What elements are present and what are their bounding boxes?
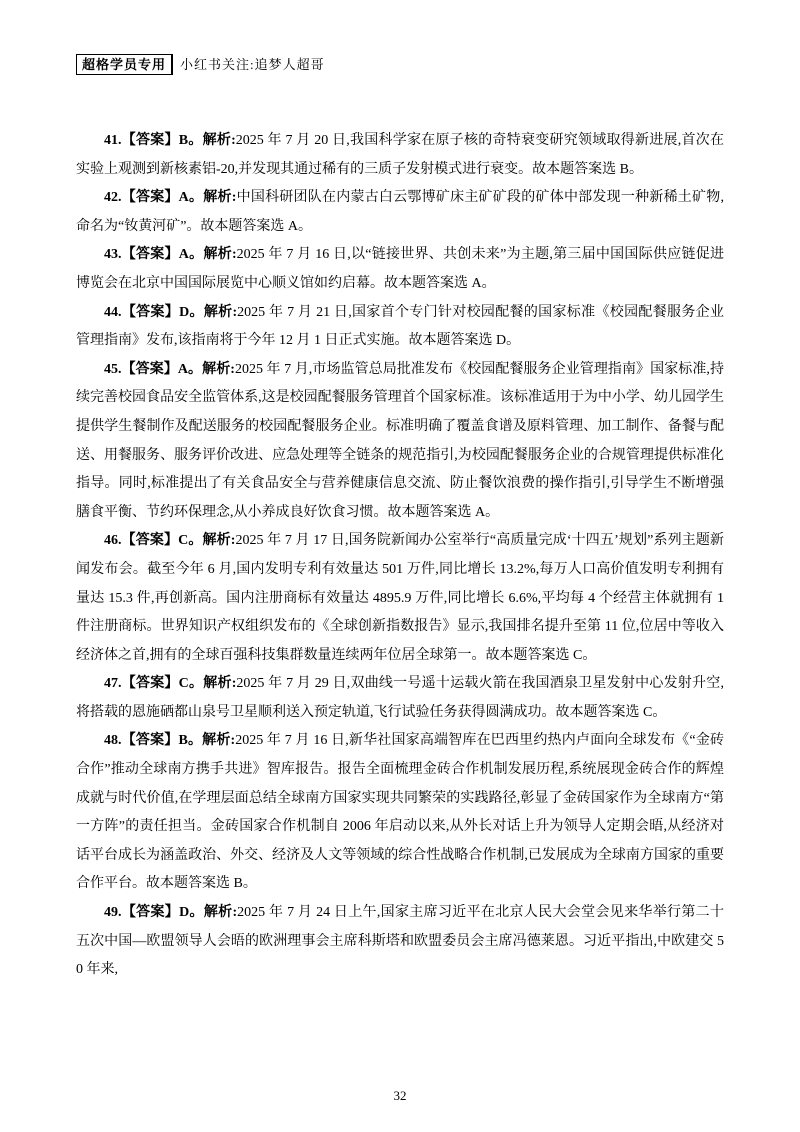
answer-item bbox=[76, 299, 724, 356]
document-header bbox=[76, 54, 325, 75]
header-subtitle: 小红书关注:追梦人超哥 bbox=[180, 57, 325, 72]
answer-text: 2025 年 7 月 21 日,国家首个专门针对校园配餐的国家标准《校园配餐服务企业管理指南》发布,该指南将于今年 12 月 1 日正式实施。故本题答案选 D。 bbox=[76, 304, 725, 349]
page-footer bbox=[0, 1088, 800, 1104]
answer-item bbox=[76, 356, 724, 528]
answer-lead: 41.【答案】B。解析: bbox=[104, 133, 236, 148]
header-divider bbox=[172, 54, 173, 75]
answer-text: 2025 年 7 月 17 日,国务院新闻办公室举行“高质量完成‘十四五’规划”系列主题新闻发布会。截至今年 6 月,国内发明专利有效量达 501 万件,同比增长 13.2%,每万人口高价值发明专利拥有量达 15.3 件,再创新高。国内注册商标有效量达 4895.9 万件,同比增长 6.6%,平均每 4 个经营主体就拥有 1 件注册商标。世界知识产权组织发布的《全球创新指数报告》显示,我国排名提升至第 11 位,位居中等收入经济体之首,拥有的全球百强科技集群数量连续两年位居全球第一。故本题答案选 C。 bbox=[76, 533, 724, 663]
answer-item bbox=[76, 527, 724, 670]
answer-text: 2025 年 7 月 29 日,双曲线一号遥十运载火箭在我国酒泉卫星发射中心发射升空,将搭载的恩施硒都山泉号卫星顺利送入预定轨道,飞行试验任务获得圆满成功。故本题答案选 C。 bbox=[76, 676, 725, 720]
answer-text: 中国科研团队在内蒙古白云鄂博矿床主矿矿段的矿体中部发现一种新稀土矿物,命名为“钕黄河矿”。故本题答案选 A。 bbox=[76, 190, 725, 234]
member-badge: 超格学员专用 bbox=[76, 54, 172, 75]
answer-lead: 44.【答案】D。解析: bbox=[104, 304, 238, 320]
answer-item bbox=[76, 727, 724, 899]
answer-text: 2025 年 7 月 20 日,我国科学家在原子核的奇特衰变研究领域取得新进展,首次在实验上观测到新核素铝-20,并发现其通过稀有的三质子发射模式进行衰变。故本题答案选 B。 bbox=[76, 133, 724, 177]
answer-item bbox=[76, 899, 724, 985]
answer-item bbox=[76, 184, 724, 241]
answer-item bbox=[76, 241, 724, 298]
answer-text: 2025 年 7 月 16 日,新华社国家高端智库在巴西里约热内卢面向全球发布《“金砖合作”推动全球南方携手共进》智库报告。报告全面梳理金砖合作机制发展历程,系统展现金砖合作的辉煌成就与时代价值,在学理层面总结全球南方国家实现共同繁荣的实践路径,彰显了金砖国家作为全球南方“第一方阵”的责任担当。金砖国家合作机制自 2006 年启动以来,从外长对话上升为领导人定期会晤,从经济对话平台成长为涵盖政治、外交、经济及人文等领域的综合性战略合作机制,已发展成为全球南方国家的重要合作平台。故本题答案选 B。 bbox=[76, 733, 725, 892]
answer-lead: 47.【答案】C。解析: bbox=[104, 676, 237, 692]
answer-lead: 48.【答案】B。解析: bbox=[104, 733, 236, 749]
answer-lead: 45.【答案】A。解析: bbox=[104, 361, 235, 377]
answer-lead: 42.【答案】A。解析: bbox=[104, 190, 237, 206]
answer-item bbox=[76, 127, 724, 184]
answer-item bbox=[76, 670, 724, 727]
answer-text: 2025 年 7 月,市场监管总局批准发布《校园配餐服务企业管理指南》国家标准,持续完善校园食品安全监管体系,这是校园配餐服务管理首个国家标准。该标准适用于为中小学、幼儿园学生提供学生餐制作及配送服务的校园配餐服务企业。标准明确了覆盖食谱及原料管理、加工制作、备餐与配送、用餐服务、服务评价改进、应急处理等全链条的规范指引,为校园配餐服务企业的合规管理提供标准化指导。同时,标准提出了有关食品安全与营养健康信息交流、防止餐饮浪费的操作指引,引导学生不断增强膳食平衡、节约环保理念,从小养成良好饮食习惯。故本题答案选 A。 bbox=[76, 361, 724, 520]
answer-text: 2025 年 7 月 16 日,以“链接世界、共创未来”为主题,第三届中国国际供应链促进博览会在北京中国国际展览中心顺义馆如约启幕。故本题答案选 A。 bbox=[76, 247, 724, 291]
answer-lead: 43.【答案】A。解析: bbox=[104, 247, 237, 263]
answers-list bbox=[76, 127, 724, 985]
answer-lead: 46.【答案】C。解析: bbox=[104, 533, 236, 549]
answer-lead: 49.【答案】D。解析: bbox=[104, 905, 238, 921]
page-number: 32 bbox=[393, 1088, 407, 1103]
answer-text: 2025 年 7 月 24 日上午,国家主席习近平在北京人民大会堂会见来华举行第二十五次中国—欧盟领导人会晤的欧洲理事会主席科斯塔和欧盟委员会主席冯德莱恩。习近平指出,中欧建交 50 年来, bbox=[76, 905, 725, 978]
